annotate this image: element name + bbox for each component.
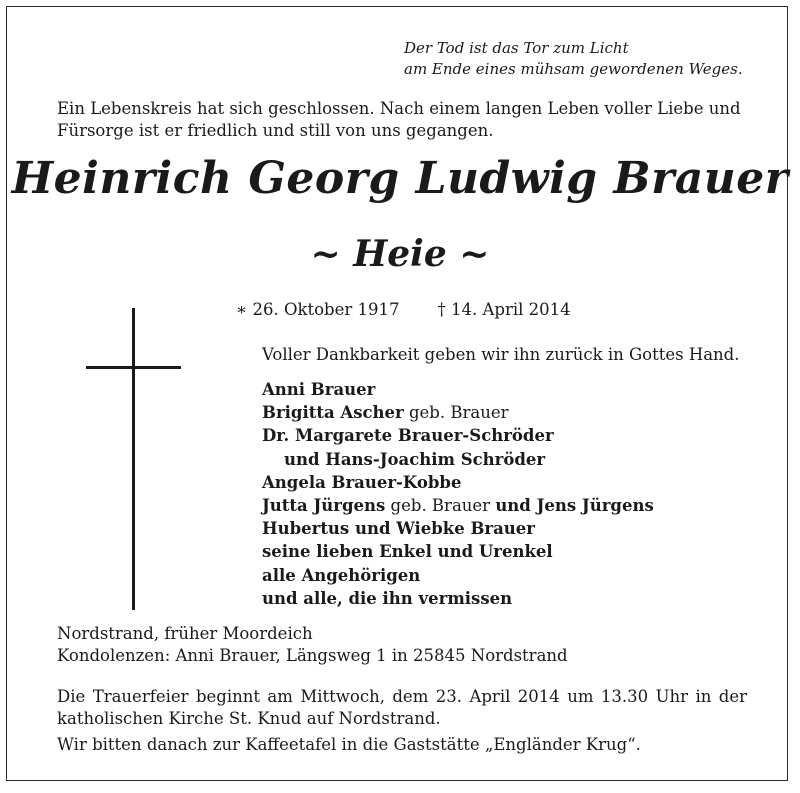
family-member: seine lieben Enkel und Urenkel: [262, 542, 553, 562]
condolence-address: Kondolenzen: Anni Brauer, Längsweg 1 in 25845 Nordstrand: [57, 646, 568, 665]
family-member: Dr. Margarete Brauer-Schröder: [262, 426, 554, 446]
motto-line-2: am Ende eines mühsam gewordenen Weges.: [404, 60, 743, 78]
family-member: und Hans-Joachim Schröder: [284, 449, 546, 469]
family-member: alle Angehörigen: [262, 565, 421, 585]
thanks-line: Voller Dankbarkeit geben wir ihn zurück in Gottes Hand.: [262, 345, 740, 364]
intro-text: Ein Lebenskreis hat sich geschlossen. Nach einem langen Leben voller Liebe und Fürsorge ist er friedlich und still von uns gegangen.: [57, 99, 741, 140]
place-line: Nordstrand, früher Moordeich: [57, 624, 313, 643]
place-info: [57, 623, 568, 667]
reception-text: Wir bitten danach zur Kaffeetafel in die Gaststätte „Engländer Krug“.: [57, 735, 641, 754]
family-member: Anni Brauer: [262, 380, 376, 399]
family-member: Hubertus und Wiebke Brauer: [262, 519, 535, 539]
cross-bar: [86, 366, 181, 369]
family-member: und alle, die ihn vermissen: [262, 588, 513, 608]
deceased-nickname: ~ Heie ~: [310, 233, 490, 275]
ceremony-info: [57, 686, 747, 756]
death-date: † 14. April 2014: [437, 300, 571, 319]
cross-icon: [132, 308, 135, 610]
motto: [404, 38, 743, 80]
birth-date: ∗ 26. Oktober 1917: [236, 300, 400, 319]
family-member: Jutta Jürgens geb. Brauer und Jens Jürgens: [262, 496, 654, 516]
family-member: Angela Brauer-Kobbe: [262, 472, 462, 492]
family-member: Brigitta Ascher geb. Brauer: [262, 403, 509, 423]
family-list: [262, 378, 654, 610]
motto-line-1: Der Tod ist das Tor zum Licht: [404, 39, 629, 57]
ceremony-text: Die Trauerfeier beginnt am Mittwoch, dem 23. April 2014 um 13.30 Uhr in der katholischen Kirche St. Knud auf Nordstrand.: [57, 687, 747, 728]
life-dates: [236, 300, 571, 319]
deceased-name: Heinrich Georg Ludwig Brauer: [11, 153, 789, 204]
